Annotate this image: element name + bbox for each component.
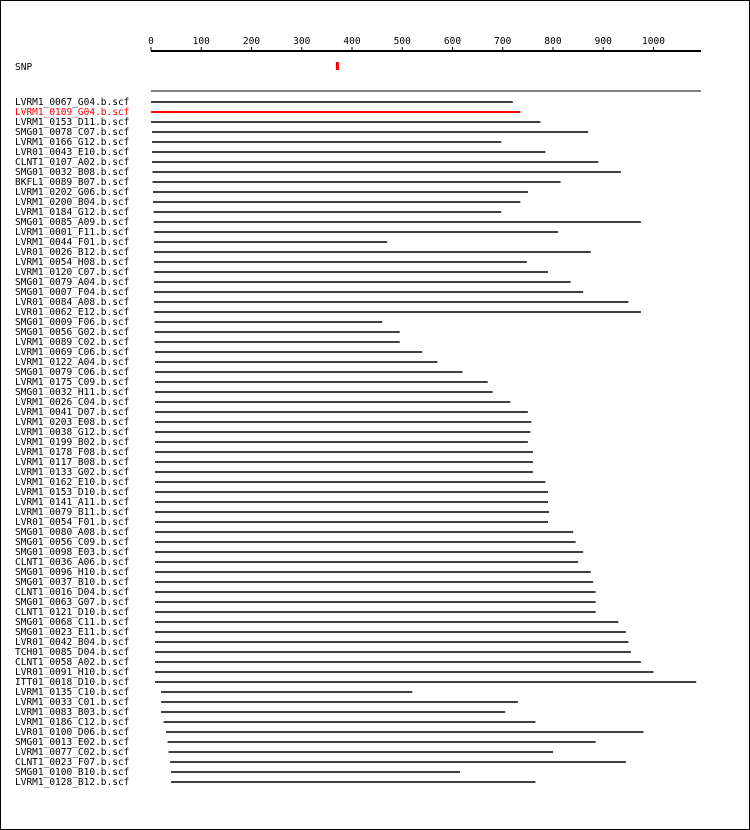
read-name-label[interactable]: LVRM1_0162_E10.b.scf [15,477,130,488]
read-name-label[interactable]: SMG01_0100_B10.b.scf [15,767,130,778]
read-name-label[interactable]: SMG01_0079_C06.b.scf [15,367,130,378]
read-name-label[interactable]: SMG01_0056_C09.b.scf [15,537,130,548]
read-name-label[interactable]: LVRM1_0203_E08.b.scf [15,417,130,428]
read-alignment-diagram [1,1,749,829]
read-row[interactable] [15,777,535,788]
read-name-label[interactable]: SMG01_0009_F06.b.scf [15,317,130,328]
read-name-label[interactable]: LVRM1_0067_G04.b.scf [15,97,130,108]
ruler-tick-label: 700 [494,36,512,47]
read-name-label[interactable]: SMG01_0063_G07.b.scf [15,597,130,608]
read-name-label[interactable]: LVRM1_0128_B12.b.scf [15,777,130,788]
read-name-label[interactable]: LVRM1_0200_B04.b.scf [15,197,130,208]
read-name-label[interactable]: LVRM1_0117_B08.b.scf [15,457,130,468]
read-name-label[interactable]: LVRM1_0069_C06.b.scf [15,347,130,358]
read-name-label[interactable]: BKFL1_0089_B07.b.scf [15,177,130,188]
read-name-label[interactable]: SMG01_0085_A09.b.scf [15,217,130,228]
read-name-label[interactable]: CLNT1_0107_A02.b.scf [15,157,130,168]
read-name-label[interactable]: LVR01_0042_B04.b.scf [15,637,130,648]
read-name-label[interactable]: CLNT1_0058_A02.b.scf [15,657,130,668]
read-name-label[interactable]: LVR01_0043_E10.b.scf [15,147,130,158]
read-name-label[interactable]: LVR01_0084_A08.b.scf [15,297,130,308]
ruler-tick-label: 500 [393,36,411,47]
read-name-label[interactable]: SMG01_0032_B08.b.scf [15,167,130,178]
read-name-label[interactable]: LVRM1_0199_B02.b.scf [15,437,130,448]
ruler-tick-label: 400 [343,36,361,47]
read-name-label[interactable]: TCH01_0085_D04.b.scf [15,647,130,658]
read-name-label[interactable]: LVRM1_0178_F08.b.scf [15,447,130,458]
read-name-label[interactable]: CLNT1_0016_D04.b.scf [15,587,130,598]
read-name-label[interactable]: LVR01_0026_B12.b.scf [15,247,130,258]
read-name-label[interactable]: LVR01_0054_F01.b.scf [15,517,130,528]
read-name-label[interactable]: LVRM1_0089_C02.b.scf [15,337,130,348]
read-name-label[interactable]: SMG01_0037_B10.b.scf [15,577,130,588]
read-name-label[interactable]: LVRM1_0166_G12.b.scf [15,137,130,148]
read-name-label[interactable]: LVRM1_0077_C02.b.scf [15,747,130,758]
read-name-label[interactable]: LVRM1_0153_D10.b.scf [15,487,130,498]
read-name-label[interactable]: LVRM1_0133_G02.b.scf [15,467,130,478]
read-name-label[interactable]: LVR01_0091_H10.b.scf [15,667,130,678]
read-name-label[interactable]: ITT01_0018_D10.b.scf [15,677,130,688]
read-name-label[interactable]: SMG01_0013_E02.b.scf [15,737,130,748]
ruler-tick-label: 300 [293,36,311,47]
read-name-label[interactable]: LVR01_0100_D06.b.scf [15,727,130,738]
read-name-label[interactable]: SMG01_0023_E11.b.scf [15,627,130,638]
read-name-label[interactable]: LVRM1_0135_C10.b.scf [15,687,130,698]
ruler-tick-label: 600 [443,36,462,47]
read-name-label[interactable]: CLNT1_0023_F07.b.scf [15,757,130,768]
read-name-label[interactable]: SMG01_0056_G02.b.scf [15,327,130,338]
read-name-label[interactable]: LVRM1_0044_F01.b.scf [15,237,130,248]
read-name-label[interactable]: SMG01_0007_F04.b.scf [15,287,130,298]
snp-marker[interactable] [336,62,339,70]
ruler-tick-label: 900 [594,36,612,47]
read-name-label[interactable]: LVRM1_0202_G06.b.scf [15,187,130,198]
ruler-tick-label: 800 [544,36,562,47]
read-name-label[interactable]: LVRM1_0038_G12.b.scf [15,427,130,438]
read-name-label[interactable]: LVRM1_0041_D07.b.scf [15,407,130,418]
snp-track-label: SNP [15,62,33,73]
read-name-label[interactable]: SMG01_0078_C07.b.scf [15,127,130,138]
read-name-label[interactable]: SMG01_0096_H10.b.scf [15,567,130,578]
read-name-label[interactable]: SMG01_0079_A04.b.scf [15,277,130,288]
read-name-label[interactable]: LVRM1_0175_C09.b.scf [15,377,130,388]
read-name-label[interactable]: LVRM1_0120_C07.b.scf [15,267,130,278]
read-name-label[interactable]: LVRM1_0153_D11.b.scf [15,117,130,128]
reads-list [15,97,696,788]
read-name-label[interactable]: SMG01_0080_A08.b.scf [15,527,130,538]
read-name-label[interactable]: LVRM1_0184_G12.b.scf [15,207,130,218]
read-name-label[interactable]: CLNT1_0036_A06.b.scf [15,557,130,568]
ruler-tick-label: 1000 [642,36,665,47]
read-name-label[interactable]: LVRM1_0109_G04.b.scf [15,107,130,118]
read-name-label[interactable]: SMG01_0098_E03.b.scf [15,547,130,558]
read-name-label[interactable]: CLNT1_0121_D10.b.scf [15,607,130,618]
read-name-label[interactable]: LVRM1_0026_C04.b.scf [15,397,130,408]
read-name-label[interactable]: SMG01_0068_C11.b.scf [15,617,130,628]
ruler-tick-label: 100 [192,36,210,47]
read-name-label[interactable]: LVRM1_0122_A04.b.scf [15,357,130,368]
read-name-label[interactable]: LVRM1_0079_B11.b.scf [15,507,130,518]
read-name-label[interactable]: LVR01_0062_E12.b.scf [15,307,130,318]
ruler-tick-label: 0 [148,36,154,47]
read-name-label[interactable]: LVRM1_0054_H08.b.scf [15,257,130,268]
read-name-label[interactable]: LVRM1_0033_C01.b.scf [15,697,130,708]
read-name-label[interactable]: LVRM1_0083_B03.b.scf [15,707,130,718]
read-name-label[interactable]: SMG01_0032_H11.b.scf [15,387,130,398]
read-name-label[interactable]: LVRM1_0001_F11.b.scf [15,227,130,238]
position-ruler [148,36,701,51]
read-name-label[interactable]: LVRM1_0186_C12.b.scf [15,717,130,728]
ruler-tick-label: 200 [242,36,261,47]
read-name-label[interactable]: LVRM1_0141_A11.b.scf [15,497,130,508]
